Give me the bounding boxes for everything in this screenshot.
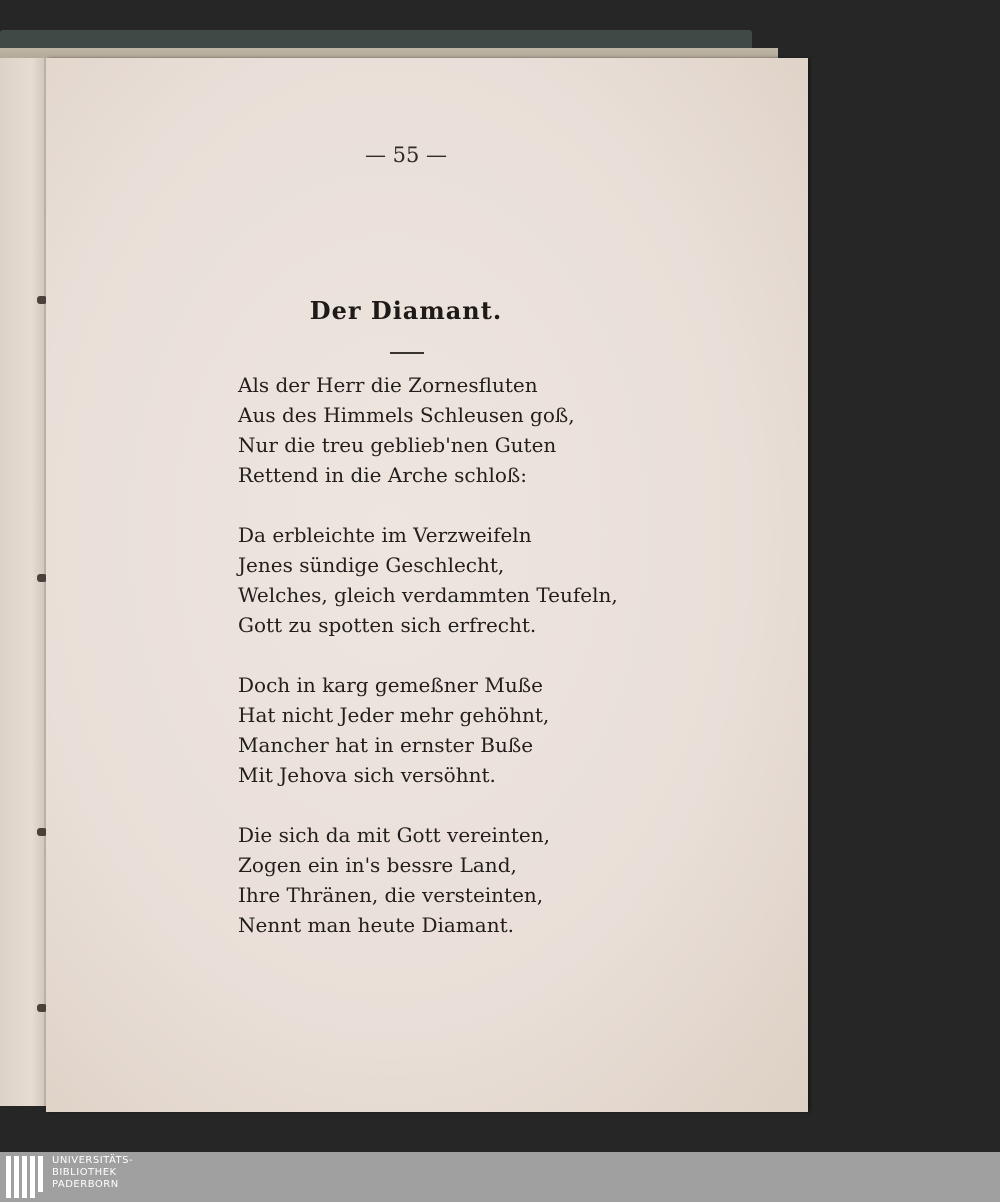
poem-title: Der Diamant. bbox=[309, 296, 503, 325]
poem-line: Rettend in die Arche schloß: bbox=[238, 463, 528, 487]
library-logo-icon bbox=[6, 1156, 46, 1198]
poem-line: Nur die treu geblieb'nen Guten bbox=[238, 433, 557, 457]
poem-body bbox=[238, 370, 638, 970]
poem-line: Gott zu spotten sich erfrecht. bbox=[238, 613, 537, 637]
stanza bbox=[238, 520, 638, 640]
poem-line: Nennt man heute Diamant. bbox=[238, 913, 514, 937]
page-number: — 55 — bbox=[364, 143, 448, 167]
poem-line: Welches, gleich verdammten Teufeln, bbox=[238, 583, 618, 607]
poem-line: Ihre Thränen, die versteinten, bbox=[238, 883, 544, 907]
poem-line: Zogen ein in's bessre Land, bbox=[238, 853, 517, 877]
logo-line-2: BIBLIOTHEK bbox=[52, 1167, 117, 1178]
stanza bbox=[238, 670, 638, 790]
stanza bbox=[238, 370, 638, 490]
left-page bbox=[0, 58, 46, 1106]
poem-line: Mit Jehova sich versöhnt. bbox=[238, 763, 496, 787]
poem-line: Als der Herr die Zornesfluten bbox=[238, 373, 538, 397]
library-logo-text[interactable] bbox=[52, 1155, 133, 1191]
poem-line: Doch in karg gemeßner Muße bbox=[238, 673, 543, 697]
poem-line: Mancher hat in ernster Buße bbox=[238, 733, 534, 757]
logo-line-3: PADERBORN bbox=[52, 1179, 119, 1190]
poem-line: Hat nicht Jeder mehr gehöhnt, bbox=[238, 703, 550, 727]
library-footer bbox=[0, 1152, 1000, 1202]
stanza bbox=[238, 820, 638, 940]
poem-line: Die sich da mit Gott vereinten, bbox=[238, 823, 550, 847]
poem-line: Jenes sündige Geschlecht, bbox=[238, 553, 505, 577]
poem-line: Aus des Himmels Schleusen goß, bbox=[238, 403, 575, 427]
poem-line: Da erbleichte im Verzweifeln bbox=[238, 523, 532, 547]
logo-line-1: UNIVERSITÄTS- bbox=[52, 1155, 134, 1166]
title-rule bbox=[390, 352, 424, 354]
